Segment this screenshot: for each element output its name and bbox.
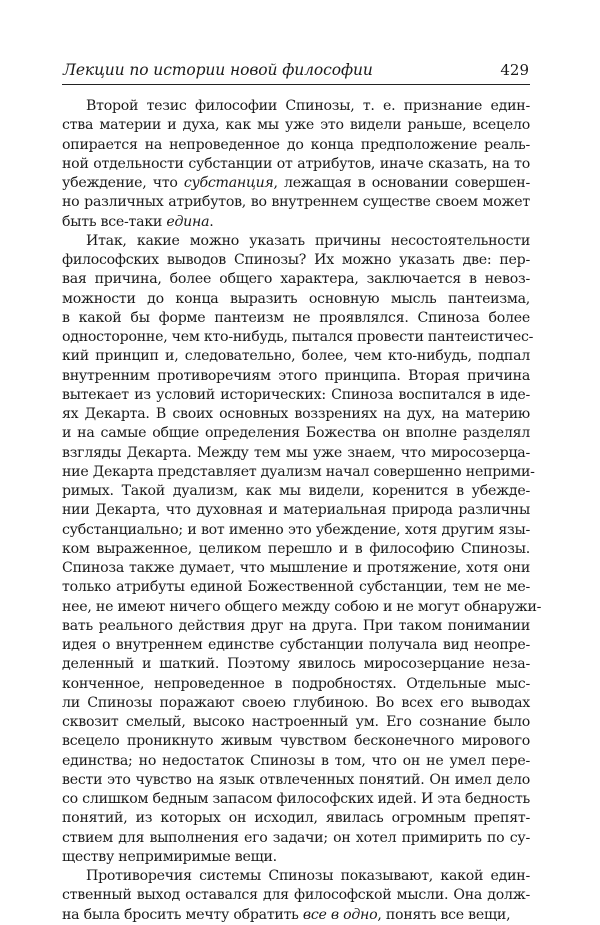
paragraph — [62, 867, 530, 925]
text-line: нии Декарта, что духовная и материальная природа различны — [62, 502, 530, 519]
page-number: 429 — [500, 61, 529, 79]
text-line: конченное, непроведенное в подробностях. Отдельные мыс- — [62, 675, 530, 692]
text-line: в какой бы форме пантеизм не проявлялся. Спиноза более — [62, 309, 530, 326]
book-page — [62, 58, 542, 925]
text-line: Второй тезис философии Спинозы, т. е. признание един- — [86, 98, 530, 114]
text-line: ственный выход оставался для философской мысли. Она долж- — [62, 887, 530, 904]
text-line: односторонне, чем кто-нибудь, пытался провести пантеистичес- — [62, 329, 534, 345]
text-line: вести это чувство на язык отвлеченных понятий. Он имел дело — [62, 771, 530, 788]
text-line: кий принцип и, следовательно, более, чем кто-нибудь, подпал — [62, 348, 530, 365]
text-line: быть все-таки едина. — [62, 213, 214, 230]
text-line: римых. Такой дуализм, как мы видели, коренится в убежде- — [62, 483, 530, 499]
italic-emphasis: субстанция — [183, 175, 274, 191]
text-line: сквозит смелый, высоко настроенный ум. Его сознание было — [62, 714, 530, 730]
italic-emphasis: все в одно — [302, 906, 378, 923]
running-header — [62, 58, 530, 85]
text-line: и на самые общие определения Божества он вполне разделял — [62, 425, 530, 442]
text-line: ства материи и духа, как мы уже это видели раньше, всецело — [62, 117, 530, 134]
text-line: философских выводов Спинозы? Их можно указать две: пер- — [62, 252, 530, 268]
text-line: Противоречия системы Спинозы показывают, какой един- — [86, 868, 530, 884]
text-line: ли Спинозы поражают своею глубиною. Во всех его выводах — [62, 694, 530, 711]
text-line: вать реального действия друг на друга. При таком понимании — [62, 617, 530, 634]
text-line: понятий, из которых он исходил, явилась огромным препят- — [62, 810, 530, 827]
paragraph — [62, 97, 530, 232]
text-line: ществу непримиримые вещи. — [62, 848, 277, 865]
text-line: но различных атрибутов, во внутреннем существе своем может — [62, 194, 530, 211]
text-line: ствием для выполнения его задачи; он хотел примирить по су- — [62, 829, 530, 846]
text-line: вая причина, более общего характера, заключается в невоз- — [62, 271, 530, 288]
text-line: ях Декарта. В своих основных воззрениях на дух, на материю — [62, 406, 530, 422]
text-line: единства; но недостаток Спинозы в том, что он не умел пере- — [62, 752, 530, 769]
paragraph — [62, 232, 542, 867]
text-line: идея о внутреннем единстве субстанции получала вид неопре- — [62, 637, 530, 653]
text-line: со слишком бедным запасом философских идей. И эта бедность — [62, 791, 530, 807]
text-line: можности до конца выразить основную мысль пантеизма, — [62, 290, 530, 307]
italic-emphasis: едина — [166, 213, 210, 230]
text-line: всецело проникнуто живым чувством бесконечного мирового — [62, 733, 530, 750]
text-line: на была бросить мечту обратить все в одно, понять все вещи, — [62, 906, 511, 923]
text-line: вытекает из условий исторических: Спиноза воспитался в иде- — [62, 386, 530, 403]
text-line: Итак, какие можно указать причины несостоятельности — [86, 232, 530, 249]
text-line: внутренним противоречиям этого принципа. Вторая причина — [62, 367, 530, 384]
text-line: ние Декарта представляет дуализм начал совершенно неприми- — [62, 463, 535, 480]
text-line: ком выраженное, целиком перешло и в философию Спинозы. — [62, 540, 530, 557]
text-line: взгляды Декарта. Между тем мы уже знаем, что миросозерца- — [62, 444, 530, 461]
text-line: деленный и шаткий. Поэтому явилось миросозерцание неза- — [62, 656, 530, 673]
text-line: убеждение, что субстанция, лежащая в основании совершен- — [62, 175, 530, 191]
body-text — [62, 97, 542, 925]
text-line: ной отдельности субстанции от атрибутов, иначе сказать, на то — [62, 155, 530, 172]
text-line: нее, не имеют ничего общего между собою и не могут обнаружи- — [62, 598, 542, 615]
header-title: Лекции по истории новой философии — [63, 61, 373, 79]
text-line: опирается на непроведенное до конца предположение реаль- — [62, 136, 530, 153]
text-line: Спиноза также думает, что мышление и протяжение, хотя они — [62, 560, 530, 576]
text-line: субстанциально; и вот именно это убеждение, хотя другим язы- — [62, 521, 530, 538]
text-line: только атрибуты единой Божественной субстанции, тем не ме- — [62, 579, 530, 596]
